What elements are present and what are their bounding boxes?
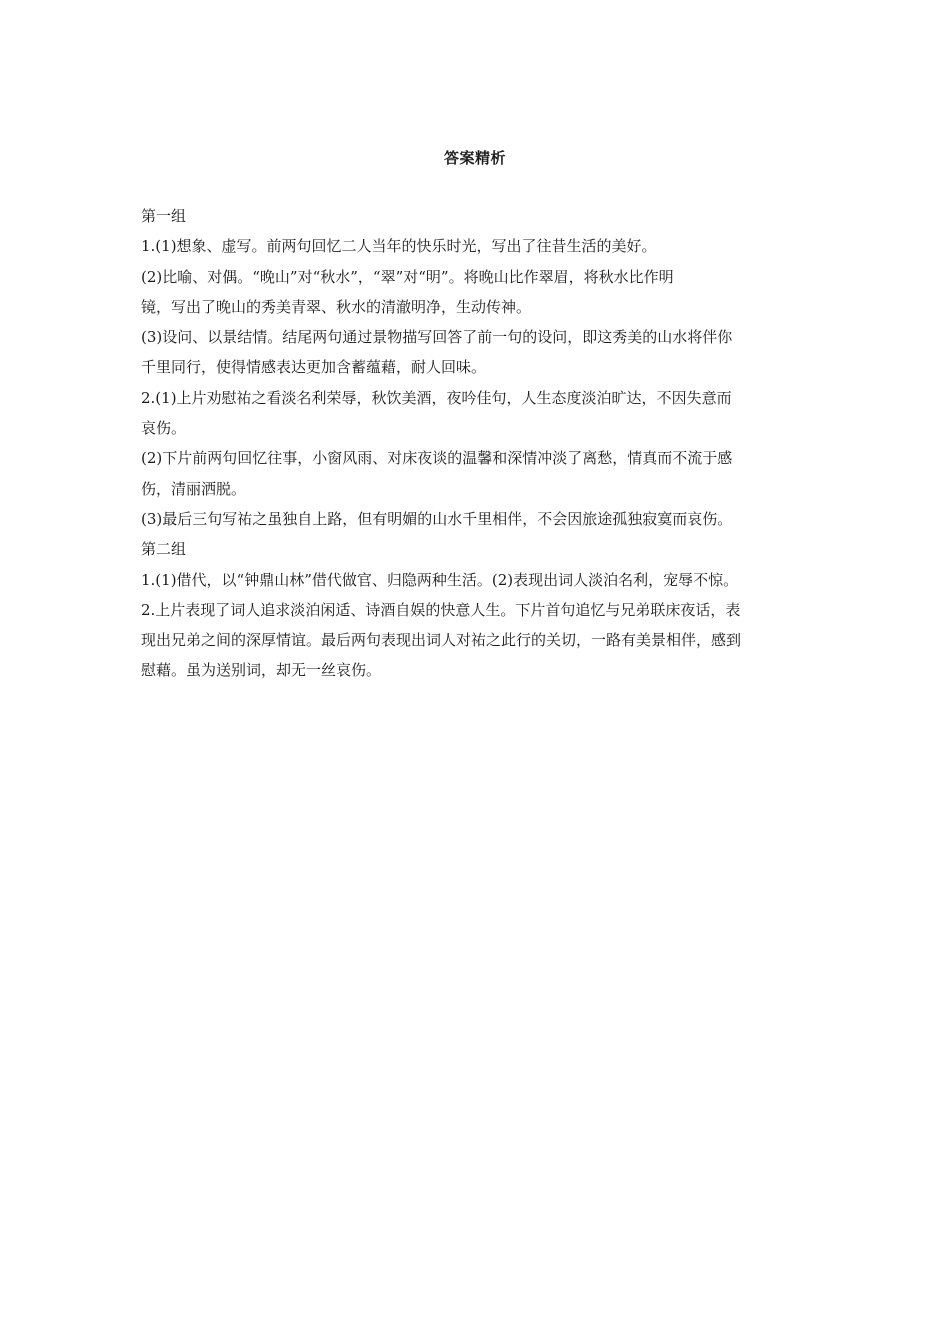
answer-line: (2)比喻、对偶。“晚山”对“秋水”，“翠”对“明”。将晚山比作翠眉，将秋水比作明 <box>141 267 674 286</box>
answer-line: (3)最后三句写祐之虽独自上路，但有明媚的山水千里相伴，不会因旅途孤独寂寞而哀伤。 <box>141 509 733 528</box>
page-title: 答案精析 <box>443 149 506 167</box>
answer-line: 1.(1)想象、虚写。前两句回忆二人当年的快乐时光，写出了往昔生活的美好。 <box>141 237 657 256</box>
answer-line: 慰藉。虽为送别词，却无一丝哀伤。 <box>141 661 382 680</box>
answer-line: 哀伤。 <box>141 419 187 438</box>
answer-body <box>141 201 821 686</box>
answer-line: (3)设问、以景结情。结尾两句通过景物描写回答了前一句的设问，即这秀美的山水将伴你 <box>141 328 733 347</box>
answer-line: 现出兄弟之间的深厚情谊。最后两句表现出词人对祐之此行的关切，一路有美景相伴，感到 <box>141 631 742 650</box>
answer-line: 2.(1)上片劝慰祐之看淡名利荣辱，秋饮美酒，夜吟佳句，人生态度淡泊旷达，不因失意而 <box>141 388 732 407</box>
section-heading-group-1: 第一组 <box>141 207 187 225</box>
answer-line: 伤，清丽洒脱。 <box>141 479 247 498</box>
answer-line: 1.(1)借代，以“钟鼎山林”借代做官、归隐两种生活。(2)表现出词人淡泊名利，宠辱不惊。 <box>141 570 739 589</box>
answer-line: 2.上片表现了词人追求淡泊闲适、诗酒自娱的快意人生。下片首句追忆与兄弟联床夜话，表 <box>141 600 741 619</box>
answer-line: 千里同行，使得情感表达更加含蓄蕴藉，耐人回味。 <box>141 358 487 377</box>
section-heading-group-2: 第二组 <box>141 540 187 559</box>
answer-line: (2)下片前两句回忆往事，小窗风雨、对床夜谈的温馨和深情冲淡了离愁，情真而不流于感 <box>141 449 733 468</box>
answer-line: 镜，写出了晚山的秀美青翠、秋水的清澈明净，生动传神。 <box>141 297 532 316</box>
